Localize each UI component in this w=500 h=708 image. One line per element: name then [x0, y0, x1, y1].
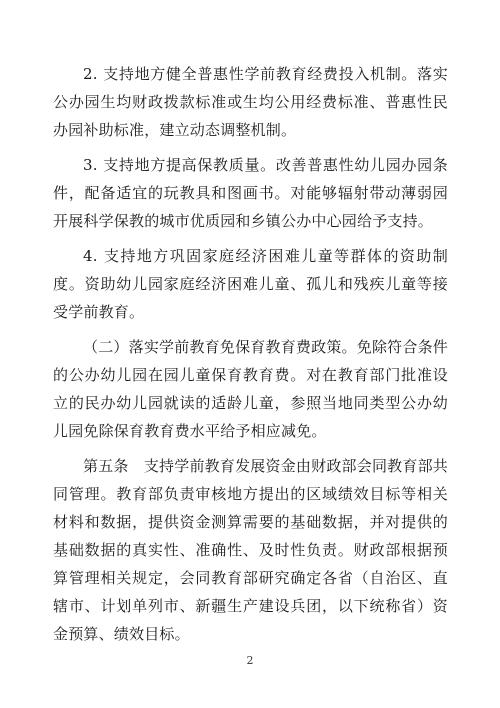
- item-number: 3.: [83, 156, 98, 174]
- paragraph-text: 第五条 支持学前教育发展资金由财政部会同教育部共同管理。教育部负责审核地方提出的区域绩效目标等相关材料和数据，提供资金测算需要的基础数据，并对提供的基础数据的真实性、准确性、及时性负责。财政部根据预算管理相关规定，会同教育部研究确定各省（自治区、直辖市、计划单列市、新疆生产建设兵团，以下统称省）资金预算、绩效目标。: [53, 457, 448, 643]
- paragraph-item-2: [53, 60, 448, 144]
- paragraph-item-3: [53, 151, 448, 235]
- paragraph-article-5: [53, 452, 448, 648]
- page-number: 2: [246, 654, 254, 667]
- paragraph-text: （二）落实学前教育免保育教育费政策。免除符合条件的公办幼儿园在园儿童保育教育费。对在教育部门批准设立的民办幼儿园就读的适龄儿童，参照当地同类型公办幼儿园免除保育教育费水平给予相应减免。: [53, 338, 448, 440]
- paragraph-text: 支持地方巩固家庭经济困难儿童等群体的资助制度。资助幼儿园家庭经济困难儿童、孤儿和残疾儿童等接受学前教育。: [53, 247, 449, 321]
- paragraph-text: 支持地方健全普惠性学前教育经费投入机制。落实公办园生均财政拨款标准或生均公用经费标准、普惠性民办园补助标准，建立动态调整机制。: [53, 65, 449, 139]
- paragraph-item-4: [53, 242, 448, 326]
- item-number: 2.: [83, 65, 98, 83]
- paragraph-text: 支持地方提高保教质量。改善普惠性幼儿园办园条件，配备适宜的玩教具和图画书。对能够辐射带动薄弱园开展科学保教的城市优质园和乡镇公办中心园给予支持。: [53, 156, 449, 230]
- item-number: 4.: [83, 247, 98, 265]
- paragraph-section-2: [53, 333, 448, 445]
